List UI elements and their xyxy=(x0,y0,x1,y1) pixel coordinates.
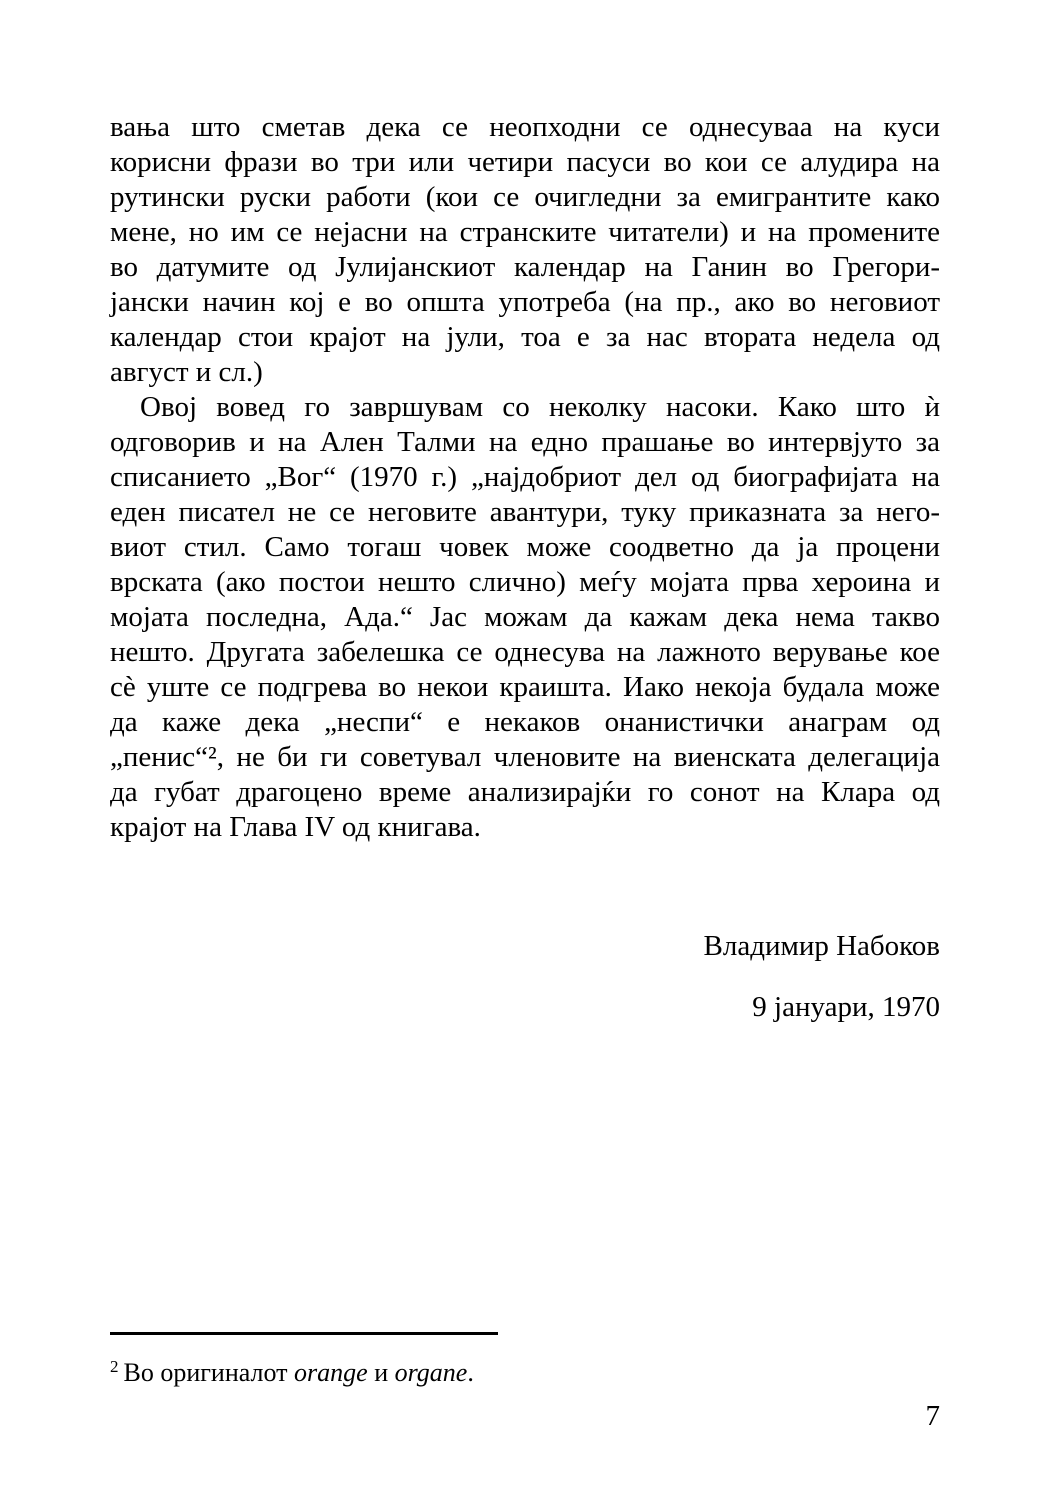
text-line: еден писател не се неговите авантури, туку приказната за него- xyxy=(110,496,940,528)
text-line: списанието „Вог“ (1970 г.) „најдобриот дел од биографијата на xyxy=(110,461,940,493)
text-line: нешто. Другата забелешка се однесува на лажното верување кое xyxy=(110,636,940,668)
footnote-separator xyxy=(110,1332,498,1335)
text-line: рутински руски работи (кои се очигледни за емигрантите како xyxy=(110,181,940,213)
footnote-text: . xyxy=(467,1358,474,1387)
footnote-italic-term: orange xyxy=(294,1358,368,1387)
footnote-text: Во оригиналот xyxy=(123,1358,295,1387)
signature-date: 9 јануари, 1970 xyxy=(752,991,940,1023)
footnote-marker: 2 xyxy=(110,1357,119,1376)
text-line: во датумите од Јулијанскиот календар на Ганин во Грегори- xyxy=(110,251,940,283)
page-number: 7 xyxy=(925,1400,940,1432)
text-line: корисни фрази во три или четири пасуси во кои се алудира на xyxy=(110,146,940,178)
text-line: да губат драгоцено време анализирајќи го сонот на Клара од xyxy=(110,776,940,808)
text-line: сè уште се подгрева во некои краишта. Иако некоја будала може xyxy=(110,671,940,703)
text-line: јански начин кој е во општа употреба (на пр., ако во неговиот xyxy=(110,286,940,318)
text-line: вања што сметав дека се неопходни се однесуваа на куси xyxy=(110,111,940,143)
footnote xyxy=(110,1358,940,1388)
body-text xyxy=(110,110,940,845)
text-line: мојата последна, Ада.“ Јас можам да кажам дека нема такво xyxy=(110,601,940,633)
text-line: одговорив и на Ален Талми на едно прашање во интервјуто за xyxy=(110,426,940,458)
text-line: мене, но им се нејасни на странските читатели) и на промените xyxy=(110,216,940,248)
text-line: виот стил. Само тогаш човек може соодветно да ја процени xyxy=(110,531,940,563)
text-line: календар стои крајот на јули, тоа е за нас втората недела од xyxy=(110,321,940,353)
text-line: „пенис“², не би ги советувал членовите на виенската делегација xyxy=(110,741,940,773)
text-line: да каже дека „неспи“ е некаков онанистички анаграм од xyxy=(110,706,940,738)
signature-author: Владимир Набоков xyxy=(703,930,940,962)
paragraph xyxy=(110,390,940,845)
footnote-text: и xyxy=(367,1358,395,1387)
footnote-italic-term: organe xyxy=(394,1358,468,1387)
text-line: врската (ако постои нешто слично) меѓу мојата прва хероина и xyxy=(110,566,940,598)
text-line: август и сл.) xyxy=(110,356,263,388)
paragraph xyxy=(110,110,940,390)
text-line: крајот на Глава IV од книгава. xyxy=(110,811,481,843)
text-line: Овој вовед го завршувам со неколку насоки. Како што ѝ xyxy=(140,391,940,423)
footnote-content xyxy=(124,1358,474,1387)
